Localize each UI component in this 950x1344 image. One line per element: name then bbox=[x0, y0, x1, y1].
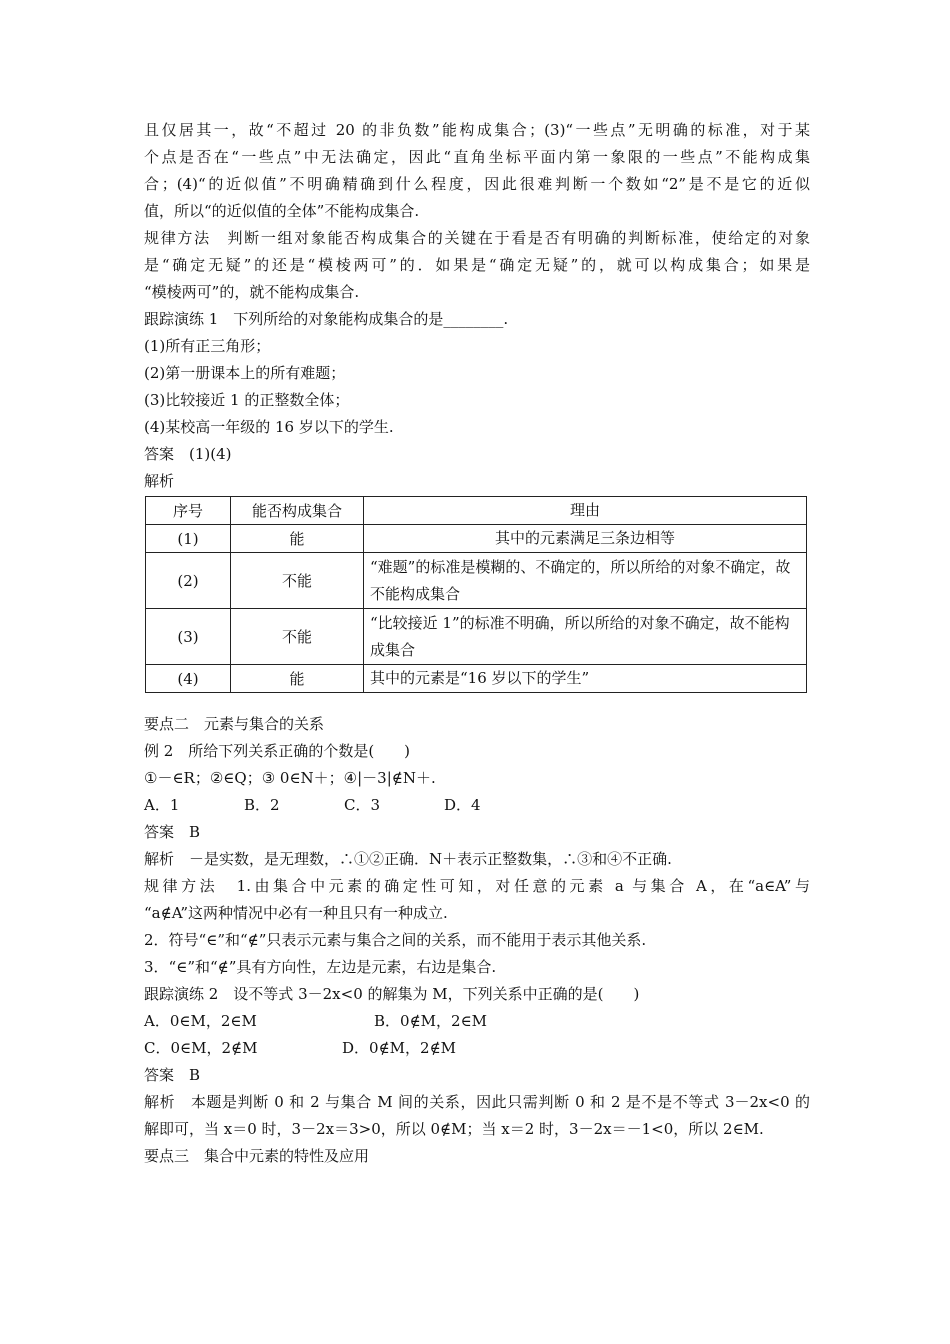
option-d: D．0∉M，2∉M bbox=[342, 1039, 457, 1057]
example-question: 例 2 所给下列关系正确的个数是( ) bbox=[144, 742, 411, 760]
option-a: A．1 bbox=[144, 796, 180, 814]
option-a: A．0∈M，2∈M bbox=[144, 1012, 257, 1030]
table-cell: (3) bbox=[146, 609, 231, 665]
practice-item: (4)某校高一年级的 16 岁以下的学生. bbox=[144, 418, 394, 436]
text-line: 且仅居其一，故“不超过 20 的非负数”能构成集合；(3)“一些点”无明确的标准，对于某 bbox=[144, 121, 810, 139]
text-line: 个点是否在“一些点”中无法确定，因此“直角坐标平面内第一象限的一些点”不能构成集 bbox=[144, 148, 810, 166]
analysis-line: 解析 －是实数，是无理数，∴①②正确．N＋表示正整数集，∴③和④不正确. bbox=[144, 850, 672, 868]
answer-line: 答案 (1)(4) bbox=[144, 445, 232, 463]
table-row bbox=[146, 609, 807, 665]
practice-question: 跟踪演练 2 设不等式 3－2x<0 的解集为 M，下列关系中正确的是( ) bbox=[144, 985, 640, 1003]
table-cell: “比较接近 1”的标准不明确，所以所给的对象不确定，故不能构成集合 bbox=[364, 609, 807, 665]
table-row bbox=[146, 553, 807, 609]
table-cell: 其中的元素是“16 岁以下的学生” bbox=[364, 665, 807, 693]
section-heading: 要点三 集合中元素的特性及应用 bbox=[144, 1147, 370, 1165]
table-cell: 不能 bbox=[231, 553, 364, 609]
method-line: 3．“∈”和“∉”具有方向性，左边是元素，右边是集合. bbox=[144, 958, 497, 976]
method-line: “模棱两可”的，就不能构成集合. bbox=[144, 283, 360, 301]
table-cell: 能 bbox=[231, 665, 364, 693]
table-header: 理由 bbox=[364, 497, 807, 525]
table-cell: (2) bbox=[146, 553, 231, 609]
option-c: C．3 bbox=[344, 796, 381, 814]
practice-options-row bbox=[144, 1008, 810, 1035]
table-cell: 其中的元素满足三条边相等 bbox=[364, 525, 807, 553]
method-line: 规律方法 1.由集合中元素的确定性可知，对任意的元素 a 与集合 A，在“a∈A”与 bbox=[144, 877, 810, 895]
method-line: 规律方法 判断一组对象能否构成集合的关键在于看是否有明确的判断标准，使给定的对象 bbox=[144, 229, 810, 247]
table-row bbox=[146, 665, 807, 693]
table-row bbox=[146, 525, 807, 553]
example-options bbox=[144, 792, 810, 819]
option-c: C．0∈M，2∉M bbox=[144, 1039, 258, 1057]
option-b: B．2 bbox=[244, 796, 280, 814]
table-header-row bbox=[146, 497, 807, 525]
option-b: B．0∉M，2∈M bbox=[374, 1012, 488, 1030]
option-d: D．4 bbox=[444, 796, 481, 814]
method-line: 2．符号“∈”和“∉”只表示元素与集合之间的关系，而不能用于表示其他关系. bbox=[144, 931, 647, 949]
practice-item: (3)比较接近 1 的正整数全体； bbox=[144, 391, 350, 409]
text-line: 值，所以“的近似值的全体”不能构成集合. bbox=[144, 202, 420, 220]
section-heading: 要点二 元素与集合的关系 bbox=[144, 715, 325, 733]
table-cell: (1) bbox=[146, 525, 231, 553]
analysis-line: 解析 本题是判断 0 和 2 与集合 M 间的关系，因此只需判断 0 和 2 是不是不等式 3－2x<0 的 bbox=[144, 1093, 810, 1111]
text-line: 合；(4)“的近似值”不明确精确到什么程度，因此很难判断一个数如“2”是不是它的近似 bbox=[144, 175, 810, 193]
practice-options-row bbox=[144, 1035, 810, 1062]
analysis-label: 解析 bbox=[144, 472, 175, 490]
method-line: “a∉A”这两种情况中必有一种且只有一种成立. bbox=[144, 904, 448, 922]
table-header: 序号 bbox=[146, 497, 231, 525]
table-cell: “难题”的标准是模糊的、不确定的，所以所给的对象不确定，故不能构成集合 bbox=[364, 553, 807, 609]
analysis-line: 解即可，当 x＝0 时，3－2x＝3>0，所以 0∉M；当 x＝2 时，3－2x＝－1<0，所以 2∈M. bbox=[144, 1120, 764, 1138]
practice-question: 跟踪演练 1 下列所给的对象能构成集合的是________. bbox=[144, 310, 509, 328]
practice-item: (2)第一册课本上的所有难题； bbox=[144, 364, 346, 382]
table-cell: (4) bbox=[146, 665, 231, 693]
table-cell: 能 bbox=[231, 525, 364, 553]
table-header: 能否构成集合 bbox=[231, 497, 364, 525]
method-line: 是“确定无疑”的还是“模棱两可”的．如果是“确定无疑”的，就可以构成集合；如果是 bbox=[144, 256, 810, 274]
answer-line: 答案 B bbox=[144, 823, 201, 841]
practice-item: (1)所有正三角形； bbox=[144, 337, 271, 355]
content-body bbox=[144, 117, 810, 1170]
analysis-table bbox=[145, 496, 807, 693]
example-items: ①－∈R；②∈Q；③ 0∈N＋；④|－3|∉N＋. bbox=[144, 769, 436, 787]
answer-line: 答案 B bbox=[144, 1066, 201, 1084]
table-cell: 不能 bbox=[231, 609, 364, 665]
